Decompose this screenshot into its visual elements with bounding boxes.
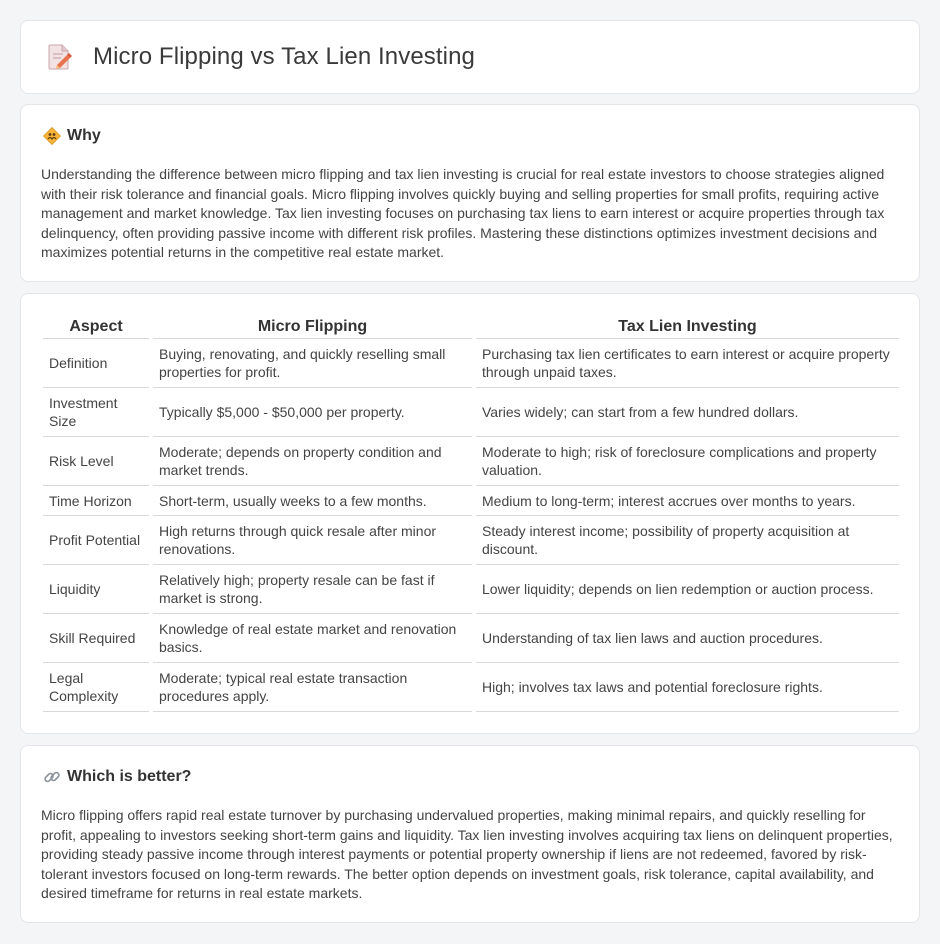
cell-lien: Steady interest income; possibility of property acquisition at discount. bbox=[474, 516, 899, 565]
cell-aspect: Liquidity bbox=[43, 565, 151, 614]
link-icon bbox=[43, 768, 61, 786]
cell-micro: Short-term, usually weeks to a few months. bbox=[151, 486, 474, 516]
better-body: Micro flipping offers rapid real estate turnover by purchasing undervalued properties, making minimal repairs, and quickly reselling for profit, appealing to investors seeking short-term gains and liquidity. Tax lien investing involves acquiring tax liens on delinquent properties, providing steady passive income through interest payments or potential property ownership if liens are not redeemed, favored by risk-tolerant investors focused on long-term rewards. The better option depends on investment goals, risk tolerance, capital availability, and desired timeframe for returns in real estate markets. bbox=[41, 807, 893, 901]
table-row bbox=[43, 437, 899, 486]
cell-micro: High returns through quick resale after minor renovations. bbox=[151, 516, 474, 565]
title-card bbox=[20, 20, 920, 94]
cell-micro: Relatively high; property resale can be fast if market is strong. bbox=[151, 565, 474, 614]
header-aspect: Aspect bbox=[43, 316, 151, 339]
cell-lien: Purchasing tax lien certificates to earn interest or acquire property through unpaid taxes. bbox=[474, 339, 899, 388]
cell-aspect: Skill Required bbox=[43, 614, 151, 663]
header-tax-lien-investing: Tax Lien Investing bbox=[474, 316, 899, 339]
cell-lien: High; involves tax laws and potential foreclosure rights. bbox=[474, 663, 899, 712]
header-micro-flipping: Micro Flipping bbox=[151, 316, 474, 339]
cell-lien: Moderate to high; risk of foreclosure complications and property valuation. bbox=[474, 437, 899, 486]
cell-aspect: Legal Complexity bbox=[43, 663, 151, 712]
better-heading: Which is better? bbox=[67, 768, 192, 785]
page-title: Micro Flipping vs Tax Lien Investing bbox=[93, 43, 475, 70]
cell-micro: Knowledge of real estate market and renovation basics. bbox=[151, 614, 474, 663]
table-row bbox=[43, 486, 899, 516]
cell-micro: Moderate; typical real estate transaction procedures apply. bbox=[151, 663, 474, 712]
cell-lien: Varies widely; can start from a few hundred dollars. bbox=[474, 388, 899, 437]
why-heading-row bbox=[43, 127, 101, 145]
document-pencil-icon bbox=[47, 43, 73, 71]
better-heading-row bbox=[43, 768, 191, 786]
table-row bbox=[43, 339, 899, 388]
cell-lien: Understanding of tax lien laws and auction procedures. bbox=[474, 614, 899, 663]
why-body: Understanding the difference between micro flipping and tax lien investing is crucial for real estate investors to choose strategies aligned with their risk tolerance and financial goals. Micro flipping involves quickly buying and selling properties for small profits, requiring active management and market knowledge. Tax lien investing focuses on purchasing tax liens to earn interest or acquire properties through tax delinquency, often providing passive income with different risk profiles. Mastering these distinctions optimizes investment decisions and maximizes potential returns in the competitive real estate market. bbox=[41, 166, 885, 260]
cell-lien: Medium to long-term; interest accrues over months to years. bbox=[474, 486, 899, 516]
table-row bbox=[43, 614, 899, 663]
table-row bbox=[43, 388, 899, 437]
cell-micro: Moderate; depends on property condition and market trends. bbox=[151, 437, 474, 486]
title-row bbox=[47, 43, 475, 71]
cell-aspect: Profit Potential bbox=[43, 516, 151, 565]
why-heading: Why bbox=[67, 127, 101, 144]
table-row bbox=[43, 565, 899, 614]
cell-aspect: Risk Level bbox=[43, 437, 151, 486]
table-row bbox=[43, 516, 899, 565]
cell-lien: Lower liquidity; depends on lien redemption or auction process. bbox=[474, 565, 899, 614]
cell-micro: Buying, renovating, and quickly reselling small properties for profit. bbox=[151, 339, 474, 388]
table-row bbox=[43, 663, 899, 712]
why-card bbox=[20, 104, 920, 282]
which-is-better-card bbox=[20, 745, 920, 923]
cell-aspect: Investment Size bbox=[43, 388, 151, 437]
table-header-row bbox=[43, 316, 899, 339]
comparison-table bbox=[43, 316, 899, 712]
cell-micro: Typically $5,000 - $50,000 per property. bbox=[151, 388, 474, 437]
cell-aspect: Time Horizon bbox=[43, 486, 151, 516]
diamond-people-icon bbox=[43, 127, 61, 145]
comparison-card bbox=[20, 293, 920, 734]
cell-aspect: Definition bbox=[43, 339, 151, 388]
